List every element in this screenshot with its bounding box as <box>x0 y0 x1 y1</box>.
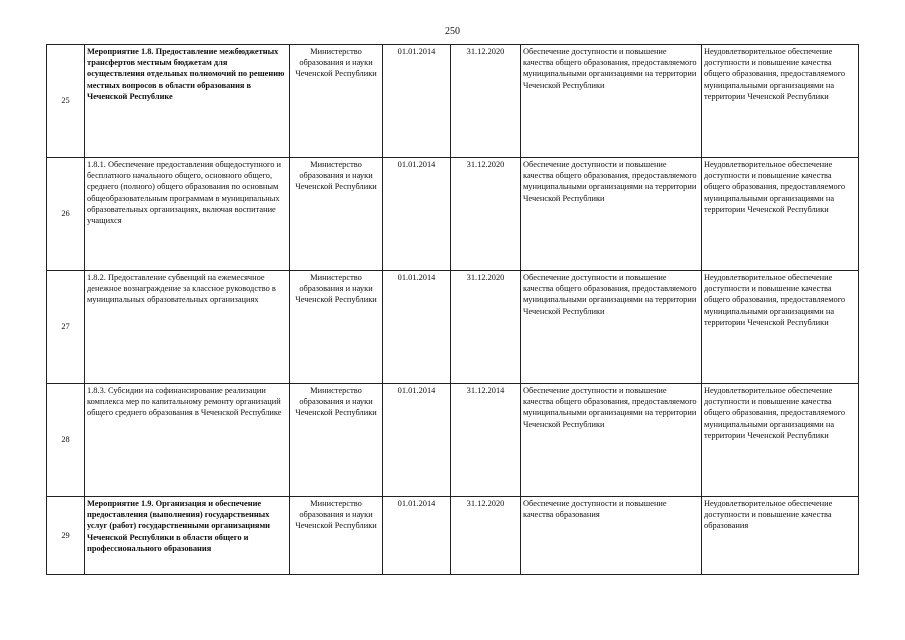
page-number: 250 <box>445 26 460 37</box>
row-number: 25 <box>47 45 85 158</box>
responsible-executor: Министерство образования и науки Чеченской Республики <box>290 45 383 158</box>
responsible-executor: Министерство образования и науки Чеченской Республики <box>290 384 383 497</box>
expected-result: Обеспечение доступности и повышение качества общего образования, предоставляемого муниципальными организациями на территории Чеченской Республики <box>521 271 702 384</box>
measure-description: Мероприятие 1.8. Предоставление межбюджетных трансфертов местным бюджетам для осуществления отдельных полномочий по решению местных вопросов в области образования в Чеченской Республике <box>85 45 290 158</box>
measure-description: 1.8.1. Обеспечение предоставления общедоступного и бесплатного начального общего, основного общего, среднего (полного) общего образования по основным общеобразовательным программам в муниципальных образовательных организациях, включая воспитание учащихся <box>85 158 290 271</box>
start-date: 01.01.2014 <box>383 384 451 497</box>
row-number: 27 <box>47 271 85 384</box>
start-date: 01.01.2014 <box>383 271 451 384</box>
non-implementation-consequence: Неудовлетворительное обеспечение доступности и повышение качества общего образования, предоставляемого муниципальными организациями на территории Чеченской Республики <box>702 271 859 384</box>
non-implementation-consequence: Неудовлетворительное обеспечение доступности и повышение качества общего образования, предоставляемого муниципальными организациями на территории Чеченской Республики <box>702 45 859 158</box>
end-date: 31.12.2020 <box>451 45 521 158</box>
end-date: 31.12.2020 <box>451 158 521 271</box>
table-row <box>47 158 859 271</box>
measure-description: 1.8.3. Субсидии на софинансирование реализации комплекса мер по капитальному ремонту организаций общего среднего образования в Чеченской Республике <box>85 384 290 497</box>
expected-result: Обеспечение доступности и повышение качества образования <box>521 497 702 575</box>
end-date: 31.12.2020 <box>451 497 521 575</box>
expected-result: Обеспечение доступности и повышение качества общего образования, предоставляемого муниципальными организациями на территории Чеченской Республики <box>521 384 702 497</box>
table-row <box>47 497 859 575</box>
expected-result: Обеспечение доступности и повышение качества общего образования, предоставляемого муниципальными организациями на территории Чеченской Республики <box>521 158 702 271</box>
row-number: 29 <box>47 497 85 575</box>
table-row <box>47 271 859 384</box>
non-implementation-consequence: Неудовлетворительное обеспечение доступности и повышение качества общего образования, предоставляемого муниципальными организациями на территории Чеченской Республики <box>702 384 859 497</box>
start-date: 01.01.2014 <box>383 45 451 158</box>
start-date: 01.01.2014 <box>383 158 451 271</box>
expected-result: Обеспечение доступности и повышение качества общего образования, предоставляемого муниципальными организациями на территории Чеченской Республики <box>521 45 702 158</box>
responsible-executor: Министерство образования и науки Чеченской Республики <box>290 497 383 575</box>
non-implementation-consequence: Неудовлетворительное обеспечение доступности и повышение качества общего образования, предоставляемого муниципальными организациями на территории Чеченской Республики <box>702 158 859 271</box>
responsible-executor: Министерство образования и науки Чеченской Республики <box>290 158 383 271</box>
row-number: 28 <box>47 384 85 497</box>
end-date: 31.12.2014 <box>451 384 521 497</box>
measure-description: 1.8.2. Предоставление субвенций на ежемесячное денежное вознаграждение за классное руководство в муниципальных образовательных организациях <box>85 271 290 384</box>
end-date: 31.12.2020 <box>451 271 521 384</box>
table-row <box>47 45 859 158</box>
non-implementation-consequence: Неудовлетворительное обеспечение доступности и повышение качества образования <box>702 497 859 575</box>
start-date: 01.01.2014 <box>383 497 451 575</box>
table-row <box>47 384 859 497</box>
measure-description: Мероприятие 1.9. Организация и обеспечение предоставления (выполнения) государственных услуг (работ) государственными организациями Чеченской Республики в области общего и профессионального образования <box>85 497 290 575</box>
program-measures-table <box>46 44 859 575</box>
row-number: 26 <box>47 158 85 271</box>
responsible-executor: Министерство образования и науки Чеченской Республики <box>290 271 383 384</box>
